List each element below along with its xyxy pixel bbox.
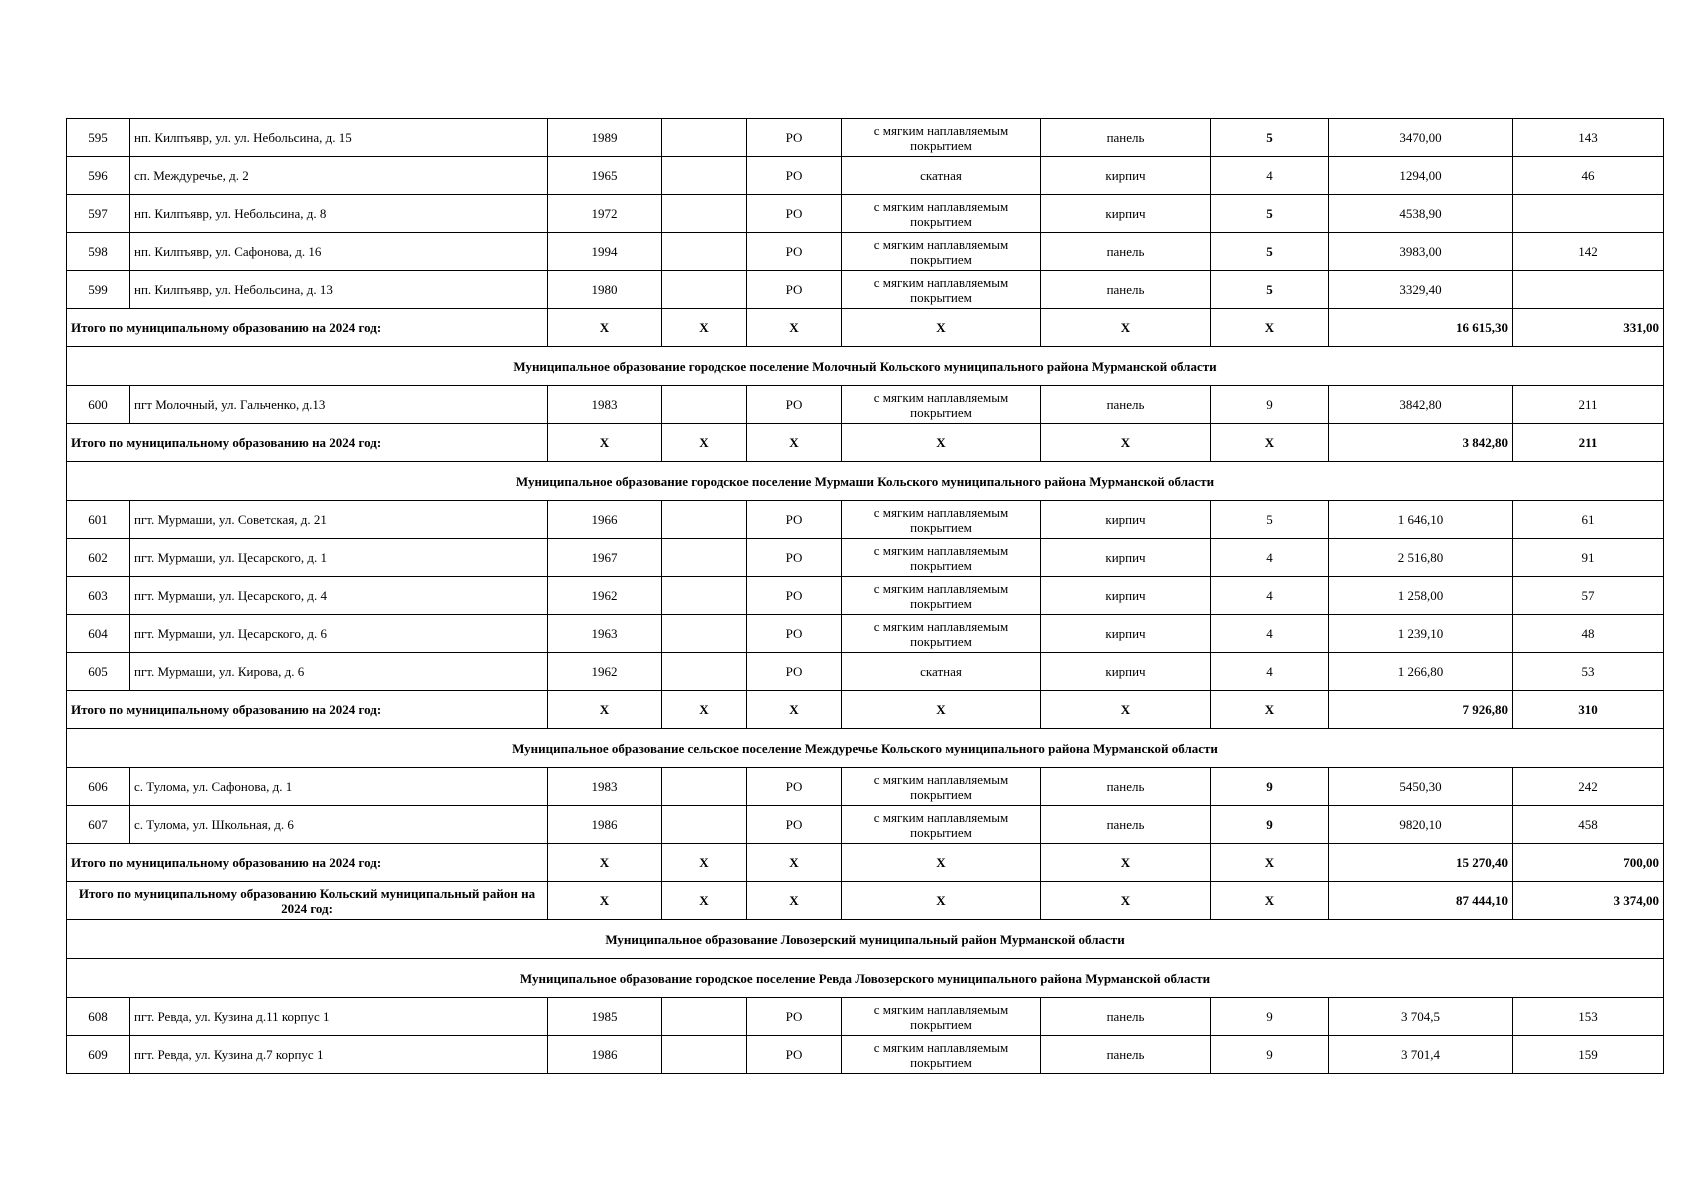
row-number: 599 bbox=[67, 271, 130, 309]
floors-cell: 5 bbox=[1211, 233, 1329, 271]
ro-cell: РО bbox=[747, 233, 842, 271]
row-number: 601 bbox=[67, 501, 130, 539]
year-cell: 1994 bbox=[548, 233, 662, 271]
address-cell: пгт. Мурмаши, ул. Кирова, д. 6 bbox=[130, 653, 548, 691]
row-number: 609 bbox=[67, 1036, 130, 1074]
residents-total: 310 bbox=[1513, 691, 1664, 729]
address-cell: нп. Килпъявр, ул. Сафонова, д. 16 bbox=[130, 233, 548, 271]
x-mark: Х bbox=[842, 691, 1041, 729]
table-row bbox=[67, 998, 1664, 1036]
wall-material-cell: кирпич bbox=[1041, 577, 1211, 615]
floors-cell: 5 bbox=[1211, 501, 1329, 539]
empty-cell bbox=[662, 577, 747, 615]
table-row bbox=[67, 233, 1664, 271]
table-row bbox=[67, 119, 1664, 157]
roof-type-cell: с мягким наплавляемым покрытием bbox=[842, 615, 1041, 653]
subtotal-label: Итого по муниципальному образованию на 2024 год: bbox=[67, 844, 548, 882]
ro-cell: РО bbox=[747, 1036, 842, 1074]
table-row bbox=[67, 195, 1664, 233]
empty-cell bbox=[662, 195, 747, 233]
address-cell: пгт Молочный, ул. Гальченко, д.13 bbox=[130, 386, 548, 424]
ro-cell: РО bbox=[747, 577, 842, 615]
table-row bbox=[67, 157, 1664, 195]
empty-cell bbox=[662, 157, 747, 195]
residents-cell: 159 bbox=[1513, 1036, 1664, 1074]
wall-material-cell: панель bbox=[1041, 768, 1211, 806]
area-cell: 1 646,10 bbox=[1329, 501, 1513, 539]
address-cell: нп. Килпъявр, ул. Небольсина, д. 8 bbox=[130, 195, 548, 233]
x-mark: Х bbox=[662, 844, 747, 882]
year-cell: 1962 bbox=[548, 577, 662, 615]
roof-type-cell: с мягким наплавляемым покрытием bbox=[842, 806, 1041, 844]
x-mark: Х bbox=[747, 882, 842, 920]
grand-total-label: Итого по муниципальному образованию Кольский муниципальный район на 2024 год: bbox=[67, 882, 548, 920]
row-number: 600 bbox=[67, 386, 130, 424]
roof-type-cell: с мягким наплавляемым покрытием bbox=[842, 233, 1041, 271]
residents-cell: 53 bbox=[1513, 653, 1664, 691]
address-cell: пгт. Мурмаши, ул. Советская, д. 21 bbox=[130, 501, 548, 539]
table-row bbox=[67, 615, 1664, 653]
x-mark: Х bbox=[1211, 424, 1329, 462]
area-cell: 3329,40 bbox=[1329, 271, 1513, 309]
floors-cell: 9 bbox=[1211, 1036, 1329, 1074]
row-number: 604 bbox=[67, 615, 130, 653]
residents-cell: 57 bbox=[1513, 577, 1664, 615]
section-title: Муниципальное образование Ловозерский муниципальный район Мурманской области bbox=[67, 920, 1664, 959]
floors-cell: 4 bbox=[1211, 157, 1329, 195]
area-cell: 3983,00 bbox=[1329, 233, 1513, 271]
floors-cell: 4 bbox=[1211, 653, 1329, 691]
wall-material-cell: кирпич bbox=[1041, 615, 1211, 653]
wall-material-cell: кирпич bbox=[1041, 157, 1211, 195]
area-total: 7 926,80 bbox=[1329, 691, 1513, 729]
residents-total: 211 bbox=[1513, 424, 1664, 462]
subtotal-label: Итого по муниципальному образованию на 2024 год: bbox=[67, 424, 548, 462]
x-mark: Х bbox=[548, 309, 662, 347]
residents-cell: 143 bbox=[1513, 119, 1664, 157]
residents-cell: 211 bbox=[1513, 386, 1664, 424]
year-cell: 1962 bbox=[548, 653, 662, 691]
empty-cell bbox=[662, 539, 747, 577]
empty-cell bbox=[662, 1036, 747, 1074]
roof-type-cell: с мягким наплавляемым покрытием bbox=[842, 998, 1041, 1036]
empty-cell bbox=[662, 768, 747, 806]
wall-material-cell: панель bbox=[1041, 998, 1211, 1036]
area-cell: 3842,80 bbox=[1329, 386, 1513, 424]
floors-cell: 4 bbox=[1211, 539, 1329, 577]
table-row bbox=[67, 806, 1664, 844]
empty-cell bbox=[662, 271, 747, 309]
x-mark: Х bbox=[1041, 309, 1211, 347]
x-mark: Х bbox=[662, 882, 747, 920]
empty-cell bbox=[662, 119, 747, 157]
wall-material-cell: панель bbox=[1041, 233, 1211, 271]
ro-cell: РО bbox=[747, 195, 842, 233]
empty-cell bbox=[662, 653, 747, 691]
area-cell: 1294,00 bbox=[1329, 157, 1513, 195]
roof-type-cell: с мягким наплавляемым покрытием bbox=[842, 1036, 1041, 1074]
section-title: Муниципальное образование городское поселение Ревда Ловозерского муниципального района Мурманской области bbox=[67, 959, 1664, 998]
ro-cell: РО bbox=[747, 998, 842, 1036]
x-mark: Х bbox=[747, 691, 842, 729]
roof-type-cell: скатная bbox=[842, 157, 1041, 195]
year-cell: 1989 bbox=[548, 119, 662, 157]
roof-type-cell: с мягким наплавляемым покрытием bbox=[842, 577, 1041, 615]
area-total: 3 842,80 bbox=[1329, 424, 1513, 462]
roof-type-cell: скатная bbox=[842, 653, 1041, 691]
floors-cell: 4 bbox=[1211, 577, 1329, 615]
row-number: 607 bbox=[67, 806, 130, 844]
residents-cell: 242 bbox=[1513, 768, 1664, 806]
row-number: 608 bbox=[67, 998, 130, 1036]
year-cell: 1972 bbox=[548, 195, 662, 233]
subtotal-label: Итого по муниципальному образованию на 2024 год: bbox=[67, 691, 548, 729]
table-row bbox=[67, 768, 1664, 806]
x-mark: Х bbox=[747, 309, 842, 347]
area-cell: 1 266,80 bbox=[1329, 653, 1513, 691]
ro-cell: РО bbox=[747, 157, 842, 195]
x-mark: Х bbox=[747, 424, 842, 462]
ro-cell: РО bbox=[747, 119, 842, 157]
year-cell: 1985 bbox=[548, 998, 662, 1036]
x-mark: Х bbox=[1211, 844, 1329, 882]
x-mark: Х bbox=[662, 424, 747, 462]
address-cell: пгт. Мурмаши, ул. Цесарского, д. 1 bbox=[130, 539, 548, 577]
x-mark: Х bbox=[842, 882, 1041, 920]
residents-cell: 61 bbox=[1513, 501, 1664, 539]
year-cell: 1986 bbox=[548, 1036, 662, 1074]
wall-material-cell: кирпич bbox=[1041, 539, 1211, 577]
year-cell: 1986 bbox=[548, 806, 662, 844]
table-row bbox=[67, 539, 1664, 577]
table-row bbox=[67, 653, 1664, 691]
address-cell: нп. Килпъявр, ул. Небольсина, д. 13 bbox=[130, 271, 548, 309]
roof-type-cell: с мягким наплавляемым покрытием bbox=[842, 271, 1041, 309]
roof-type-cell: с мягким наплавляемым покрытием bbox=[842, 768, 1041, 806]
address-cell: пгт. Ревда, ул. Кузина д.7 корпус 1 bbox=[130, 1036, 548, 1074]
x-mark: Х bbox=[1041, 844, 1211, 882]
wall-material-cell: кирпич bbox=[1041, 653, 1211, 691]
residents-cell: 458 bbox=[1513, 806, 1664, 844]
housing-registry-table bbox=[66, 118, 1664, 1074]
section-header-row bbox=[67, 959, 1664, 998]
address-cell: пгт. Мурмаши, ул. Цесарского, д. 6 bbox=[130, 615, 548, 653]
area-total: 87 444,10 bbox=[1329, 882, 1513, 920]
area-cell: 2 516,80 bbox=[1329, 539, 1513, 577]
table-row bbox=[67, 501, 1664, 539]
row-number: 597 bbox=[67, 195, 130, 233]
floors-cell: 9 bbox=[1211, 806, 1329, 844]
subtotal-label: Итого по муниципальному образованию на 2024 год: bbox=[67, 309, 548, 347]
floors-cell: 5 bbox=[1211, 271, 1329, 309]
roof-type-cell: с мягким наплавляемым покрытием bbox=[842, 386, 1041, 424]
table-row bbox=[67, 577, 1664, 615]
address-cell: пгт. Мурмаши, ул. Цесарского, д. 4 bbox=[130, 577, 548, 615]
x-mark: Х bbox=[842, 424, 1041, 462]
address-cell: с. Тулома, ул. Школьная, д. 6 bbox=[130, 806, 548, 844]
residents-total: 3 374,00 bbox=[1513, 882, 1664, 920]
x-mark: Х bbox=[548, 844, 662, 882]
floors-cell: 5 bbox=[1211, 119, 1329, 157]
x-mark: Х bbox=[1041, 424, 1211, 462]
row-number: 595 bbox=[67, 119, 130, 157]
area-cell: 5450,30 bbox=[1329, 768, 1513, 806]
wall-material-cell: кирпич bbox=[1041, 501, 1211, 539]
ro-cell: РО bbox=[747, 501, 842, 539]
subtotal-row bbox=[67, 691, 1664, 729]
ro-cell: РО bbox=[747, 768, 842, 806]
x-mark: Х bbox=[548, 691, 662, 729]
row-number: 606 bbox=[67, 768, 130, 806]
empty-cell bbox=[662, 615, 747, 653]
row-number: 596 bbox=[67, 157, 130, 195]
x-mark: Х bbox=[747, 844, 842, 882]
year-cell: 1963 bbox=[548, 615, 662, 653]
residents-cell bbox=[1513, 271, 1664, 309]
table-row bbox=[67, 1036, 1664, 1074]
address-cell: пгт. Ревда, ул. Кузина д.11 корпус 1 bbox=[130, 998, 548, 1036]
x-mark: Х bbox=[548, 882, 662, 920]
subtotal-row bbox=[67, 424, 1664, 462]
area-cell: 3470,00 bbox=[1329, 119, 1513, 157]
area-cell: 3 704,5 bbox=[1329, 998, 1513, 1036]
year-cell: 1983 bbox=[548, 768, 662, 806]
section-header-row bbox=[67, 462, 1664, 501]
wall-material-cell: панель bbox=[1041, 386, 1211, 424]
table-body bbox=[67, 119, 1664, 1074]
x-mark: Х bbox=[1211, 882, 1329, 920]
section-title: Муниципальное образование сельское поселение Междуречье Кольского муниципального района Мурманской области bbox=[67, 729, 1664, 768]
area-total: 16 615,30 bbox=[1329, 309, 1513, 347]
area-cell: 4538,90 bbox=[1329, 195, 1513, 233]
x-mark: Х bbox=[1041, 882, 1211, 920]
floors-cell: 9 bbox=[1211, 386, 1329, 424]
grand-total-row bbox=[67, 882, 1664, 920]
address-cell: сп. Междуречье, д. 2 bbox=[130, 157, 548, 195]
table-row bbox=[67, 271, 1664, 309]
residents-total: 331,00 bbox=[1513, 309, 1664, 347]
residents-cell bbox=[1513, 195, 1664, 233]
ro-cell: РО bbox=[747, 806, 842, 844]
ro-cell: РО bbox=[747, 615, 842, 653]
ro-cell: РО bbox=[747, 271, 842, 309]
ro-cell: РО bbox=[747, 386, 842, 424]
year-cell: 1966 bbox=[548, 501, 662, 539]
area-total: 15 270,40 bbox=[1329, 844, 1513, 882]
section-header-row bbox=[67, 347, 1664, 386]
row-number: 603 bbox=[67, 577, 130, 615]
empty-cell bbox=[662, 501, 747, 539]
area-cell: 1 258,00 bbox=[1329, 577, 1513, 615]
year-cell: 1965 bbox=[548, 157, 662, 195]
roof-type-cell: с мягким наплавляемым покрытием bbox=[842, 501, 1041, 539]
subtotal-row bbox=[67, 309, 1664, 347]
area-cell: 3 701,4 bbox=[1329, 1036, 1513, 1074]
section-title: Муниципальное образование городское поселение Молочный Кольского муниципального района Мурманской области bbox=[67, 347, 1664, 386]
row-number: 602 bbox=[67, 539, 130, 577]
wall-material-cell: панель bbox=[1041, 271, 1211, 309]
x-mark: Х bbox=[1041, 691, 1211, 729]
roof-type-cell: с мягким наплавляемым покрытием bbox=[842, 195, 1041, 233]
x-mark: Х bbox=[842, 844, 1041, 882]
row-number: 605 bbox=[67, 653, 130, 691]
x-mark: Х bbox=[1211, 309, 1329, 347]
residents-cell: 91 bbox=[1513, 539, 1664, 577]
wall-material-cell: панель bbox=[1041, 1036, 1211, 1074]
floors-cell: 9 bbox=[1211, 768, 1329, 806]
x-mark: Х bbox=[548, 424, 662, 462]
year-cell: 1967 bbox=[548, 539, 662, 577]
subtotal-row bbox=[67, 844, 1664, 882]
section-header-row bbox=[67, 920, 1664, 959]
address-cell: с. Тулома, ул. Сафонова, д. 1 bbox=[130, 768, 548, 806]
wall-material-cell: панель bbox=[1041, 806, 1211, 844]
floors-cell: 9 bbox=[1211, 998, 1329, 1036]
empty-cell bbox=[662, 998, 747, 1036]
floors-cell: 4 bbox=[1211, 615, 1329, 653]
section-header-row bbox=[67, 729, 1664, 768]
row-number: 598 bbox=[67, 233, 130, 271]
roof-type-cell: с мягким наплавляемым покрытием bbox=[842, 119, 1041, 157]
x-mark: Х bbox=[662, 691, 747, 729]
area-cell: 1 239,10 bbox=[1329, 615, 1513, 653]
x-mark: Х bbox=[1211, 691, 1329, 729]
residents-cell: 142 bbox=[1513, 233, 1664, 271]
address-cell: нп. Килпъявр, ул. ул. Небольсина, д. 15 bbox=[130, 119, 548, 157]
residents-cell: 153 bbox=[1513, 998, 1664, 1036]
roof-type-cell: с мягким наплавляемым покрытием bbox=[842, 539, 1041, 577]
x-mark: Х bbox=[662, 309, 747, 347]
area-cell: 9820,10 bbox=[1329, 806, 1513, 844]
residents-cell: 48 bbox=[1513, 615, 1664, 653]
empty-cell bbox=[662, 806, 747, 844]
ro-cell: РО bbox=[747, 653, 842, 691]
year-cell: 1980 bbox=[548, 271, 662, 309]
table-row bbox=[67, 386, 1664, 424]
ro-cell: РО bbox=[747, 539, 842, 577]
year-cell: 1983 bbox=[548, 386, 662, 424]
wall-material-cell: кирпич bbox=[1041, 195, 1211, 233]
residents-cell: 46 bbox=[1513, 157, 1664, 195]
wall-material-cell: панель bbox=[1041, 119, 1211, 157]
residents-total: 700,00 bbox=[1513, 844, 1664, 882]
empty-cell bbox=[662, 386, 747, 424]
empty-cell bbox=[662, 233, 747, 271]
x-mark: Х bbox=[842, 309, 1041, 347]
section-title: Муниципальное образование городское поселение Мурмаши Кольского муниципального района Мурманской области bbox=[67, 462, 1664, 501]
floors-cell: 5 bbox=[1211, 195, 1329, 233]
